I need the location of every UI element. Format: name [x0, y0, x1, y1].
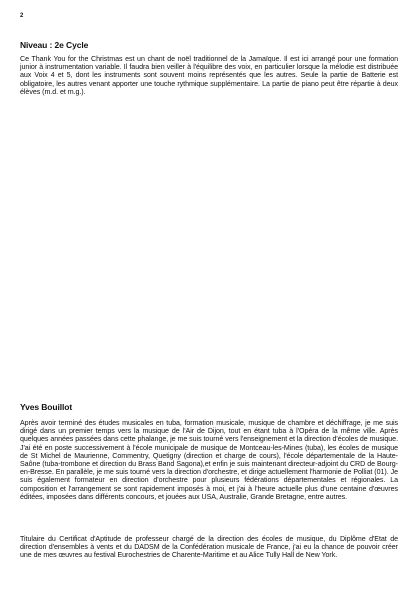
page-number: 2: [20, 13, 24, 19]
level-description: Ce Thank You for the Christmas est un chant de noël traditionnel de la Jamaïque. Il est ici arrangé pour une formation junior à instrumentation variable. Il faudra bien veiller à l'équilibre des voix, en particulier lorsque la mélodie est distribuée aux Voix 4 et 5, dont les instruments sont souvent moins représentés que les autres. Seule la partie de Batterie est obligatoire, les autres venant apporter une touche rythmique supplémentaire. La partie de piano peut être répartie à deux élèves (m.d. et m.g.).: [20, 55, 398, 96]
author-bio-paragraph-1: Après avoir terminé des études musicales en tuba, formation musicale, musique de chambre et déchiffrage, je me suis dirigé dans un premier temps vers la musique de l'Air de Dijon, tout en étant tuba à l'Opéra de la même ville. Après quelques années passées dans cette phalange, je me suis tourné vers l'enseignement et la direction d'écoles de musique. J'ai été en poste successivement à l'école municipale de musique de Montceau-les-Mines (tuba), les écoles de musique de St Michel de Maurienne, Commentry, Quetigny (direction et charge de cours), l'école départementale de la Haute-Saône (tuba-trombone et direction du Brass Band Sagona),et enfin je suis maintenant directeur-adjoint du CRD de Bourg-en-Bresse. En parallèle, je me suis tourné vers la direction d'orchestre, et dirige actuellement l'harmonie de Polliat (01). Je suis également formateur en direction d'orchestre pour plusieurs fédérations départementales et régionales. La composition et l'arrangement se sont rapidement imposés à moi, et j'ai à l'heure actuelle plus d'une centaine d'œuvres éditées, imposées dans différents concours, et jouées aux USA, Australie, Grande Bretagne, entre autres.: [20, 419, 398, 501]
author-name-heading: Yves Bouillot: [20, 402, 73, 412]
author-bio-paragraph-2: Titulaire du Certificat d'Aptitude de professeur chargé de la direction des écoles de musique, du Diplôme d'Etat de direction d'ensembles à vents et du DADSM de la Confédération musicale de France, j'ai eu la chance de pouvoir créer une de mes œuvres au festival Eurochestries de Charente-Maritime et au Alice Tully Hall de New York.: [20, 535, 398, 560]
level-heading: Niveau : 2e Cycle: [20, 40, 89, 50]
